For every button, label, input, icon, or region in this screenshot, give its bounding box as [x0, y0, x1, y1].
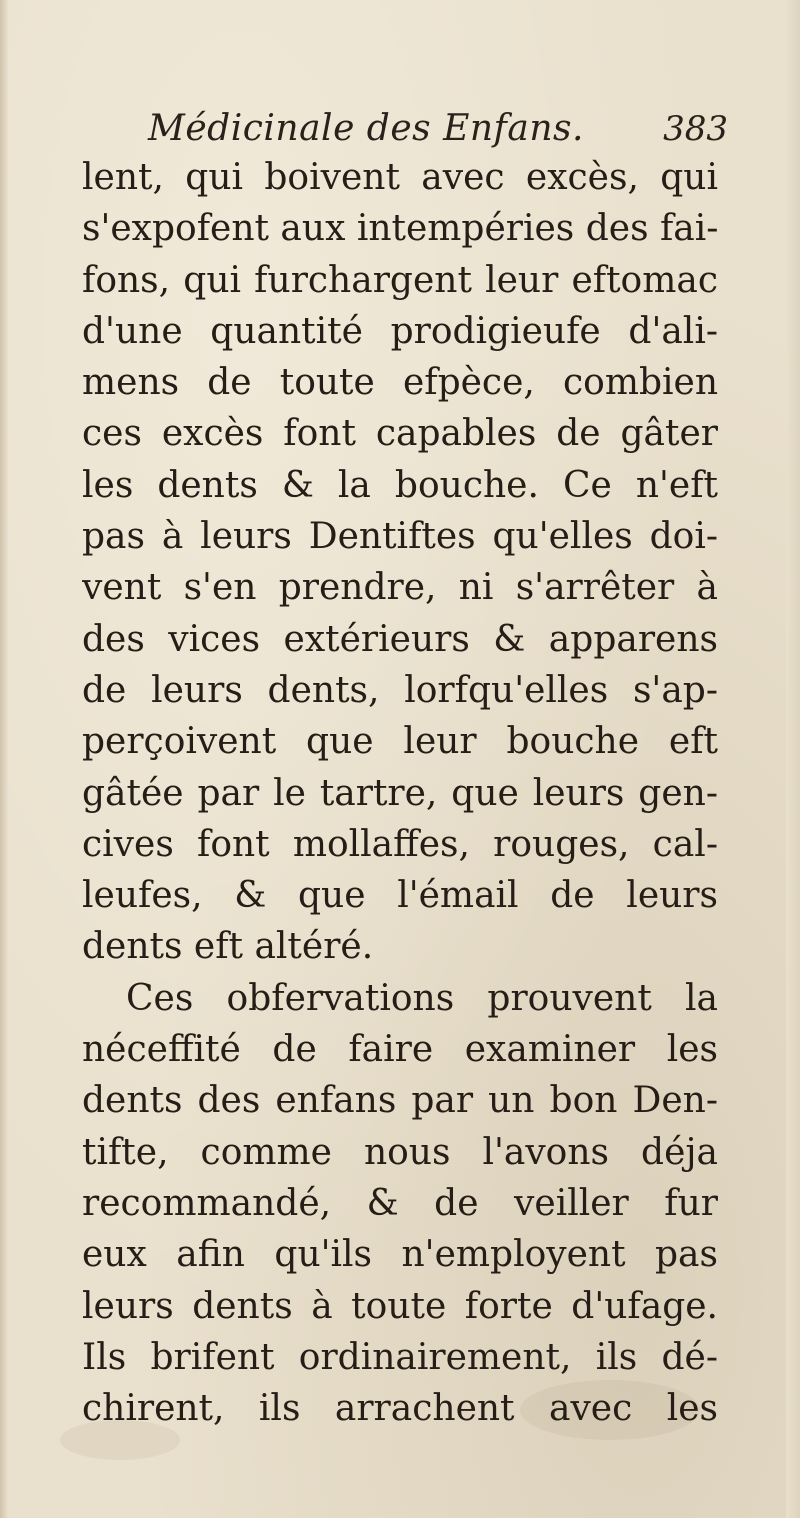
text-line: eux afin qu'ils n'employent pas	[82, 1234, 718, 1276]
text-line: les dents & la bouche. Ce n'eft	[82, 464, 718, 506]
text-line: perçoivent que leur bouche eft	[82, 721, 718, 763]
text-line: de leurs dents, lorfqu'elles s'ap-	[82, 669, 718, 711]
page-right-edge	[786, 0, 800, 1518]
body-text	[82, 152, 718, 1434]
text-line: fons, qui furchargent leur eftomac	[82, 259, 718, 301]
text-line: s'expofent aux intempéries des fai-	[82, 208, 718, 250]
text-line: d'une quantité prodigieufe d'ali-	[82, 310, 718, 352]
text-line: des vices extérieurs & apparens	[82, 618, 718, 660]
text-line: néceffité de faire examiner les	[82, 1029, 718, 1071]
page-header	[148, 104, 728, 154]
page-left-edge	[0, 0, 8, 1518]
paragraph-start-line: Ces obfervations prouvent la	[126, 977, 718, 1019]
text-line: Ils brifent ordinairement, ils dé-	[82, 1336, 718, 1378]
text-line: tifte, comme nous l'avons déja	[82, 1131, 718, 1173]
text-line: chirent, ils arrachent avec les	[82, 1388, 718, 1430]
text-line: pas à leurs Dentiftes qu'elles doi-	[82, 516, 718, 558]
text-line: gâtée par le tartre, que leurs gen-	[82, 772, 718, 814]
text-line: leufes, & que l'émail de leurs	[82, 875, 718, 917]
text-line: ces excès font capables de gâter	[82, 413, 718, 455]
text-line: mens de toute efpèce, combien	[82, 362, 718, 404]
text-line: cives font mollaffes, rouges, cal-	[82, 823, 718, 865]
text-line: dents des enfans par un bon Den-	[82, 1080, 718, 1122]
text-line: recommandé, & de veiller fur	[82, 1182, 718, 1224]
text-line: lent, qui boivent avec excès, qui	[82, 157, 718, 198]
text-line: leurs dents à toute forte d'ufage.	[82, 1285, 718, 1327]
running-title: Médicinale des Enfans.	[148, 108, 584, 149]
page-number: 383	[663, 109, 728, 149]
text-line: vent s'en prendre, ni s'arrêter à	[82, 567, 718, 609]
paragraph-end-line: dents eft altéré.	[82, 926, 374, 968]
